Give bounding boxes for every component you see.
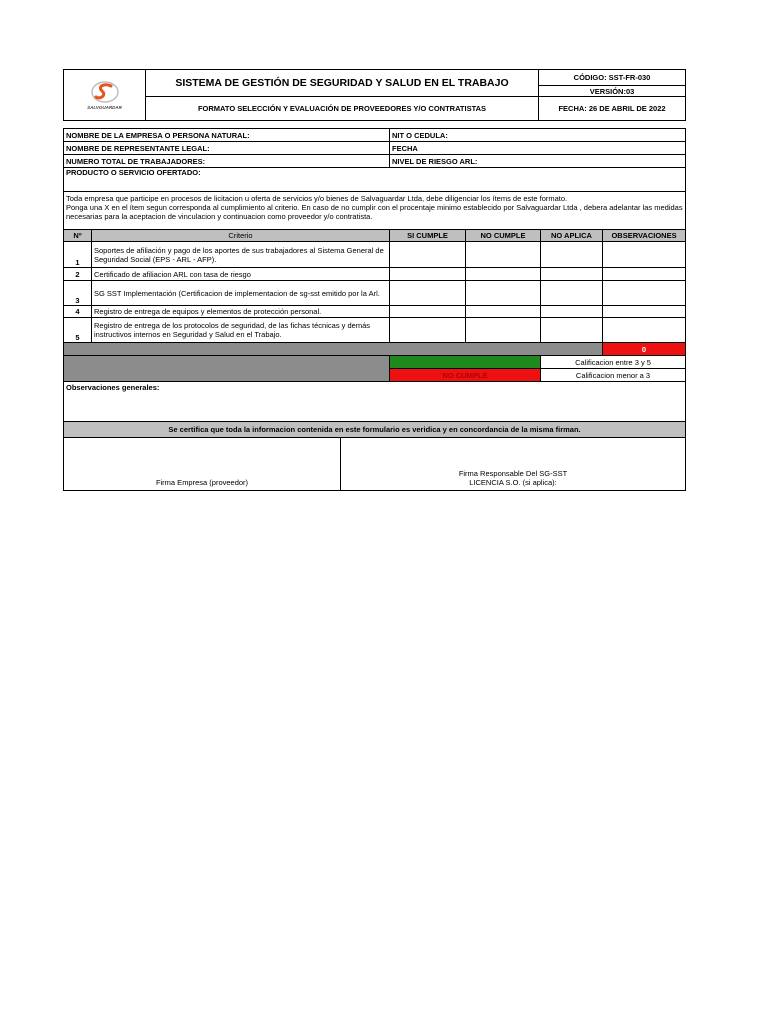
sst-signature-label: Firma Responsable Del SG-SST	[458, 469, 568, 478]
certification-text: Se certifica que toda la informacion contenida en este formulario es veridica y en concordancia de la misma firman.	[64, 422, 686, 438]
observaciones-cell[interactable]	[603, 268, 686, 281]
no-cumple-badge: NO CUMPLE	[390, 369, 541, 382]
company-name-field[interactable]: NOMBRE DE LA EMPRESA O PERSONA NATURAL:	[64, 129, 390, 142]
company-logo	[66, 80, 143, 110]
no-cumple-description: Calificacion menor a 3	[541, 369, 686, 382]
cumple-description: Calificacion entre 3 y 5	[541, 356, 686, 369]
row-num: 1	[64, 242, 92, 268]
col-criterio-header: Criterio	[92, 230, 390, 242]
table-row	[64, 306, 686, 318]
si-cumple-cell[interactable]	[390, 281, 466, 306]
instructions	[64, 192, 686, 230]
no-aplica-cell[interactable]	[541, 281, 603, 306]
no-aplica-cell[interactable]	[541, 306, 603, 318]
sst-signature-box[interactable]	[341, 438, 686, 491]
workers-field[interactable]: NUMERO TOTAL DE TRABAJADORES:	[64, 155, 390, 168]
fecha-field[interactable]: FECHA	[390, 142, 686, 155]
form-version: VERSIÓN:03	[539, 86, 686, 97]
signature-table	[63, 437, 686, 491]
logo-text: SALVGUARDAR	[87, 105, 122, 110]
evaluation-block	[64, 356, 390, 382]
table-row	[64, 268, 686, 281]
observaciones-cell[interactable]	[603, 242, 686, 268]
no-cumple-cell[interactable]	[466, 268, 541, 281]
row-criterio: Soportes de afiliación y pago de los aportes de sus trabajadores al Sistema General de Seguridad Social (EPS - ARL - AFP).	[92, 242, 390, 268]
instructions-line-2: Ponga una X en el ítem segun corresponda al cumplimiento al criterio. En caso de no cumplir con el procentaje minimo establecido por Salvaguardar Ltda , debera adelantar las medidas necesarias para la aceptacion de vinculacion y continuacion como proveedor y/o contratista.	[66, 203, 683, 221]
instructions-line-1: Toda empresa que participe en procesos de licitacion u oferta de servicios y/o bienes de Salvaguardar Ltda, debe diligenciar los ítems de este formato.	[66, 194, 568, 203]
row-criterio: Registro de entrega de los protocolos de seguridad, de las fichas técnicas y demás instructivos internos en Seguridad y Salud en el Trabajo.	[92, 318, 390, 343]
cumple-badge: CUMPLE	[390, 356, 541, 369]
company-signature-label: Firma Empresa (proveedor)	[155, 478, 249, 487]
col-num-header: Nº	[64, 230, 92, 242]
company-signature-box[interactable]	[64, 438, 341, 491]
risk-level-field[interactable]: NIVEL DE RIESGO ARL:	[390, 155, 686, 168]
criteria-header-row	[64, 230, 686, 242]
no-aplica-cell[interactable]	[541, 318, 603, 343]
si-cumple-cell[interactable]	[390, 268, 466, 281]
license-label: LICENCIA S.O. (si aplica):	[469, 478, 557, 487]
form-subtitle: FORMATO SELECCIÓN Y EVALUACIÓN DE PROVEEDORES Y/O CONTRATISTAS	[146, 97, 539, 121]
form-sheet	[63, 69, 685, 491]
header-table	[63, 69, 686, 121]
form-code: CÓDIGO: SST-FR-030	[539, 70, 686, 86]
observaciones-cell[interactable]	[603, 306, 686, 318]
form-date: FECHA: 26 DE ABRIL DE 2022	[539, 97, 686, 121]
form-title: SISTEMA DE GESTIÓN DE SEGURIDAD Y SALUD EN EL TRABAJO	[146, 70, 539, 97]
no-aplica-cell[interactable]	[541, 268, 603, 281]
no-aplica-cell[interactable]	[541, 242, 603, 268]
row-num: 3	[64, 281, 92, 306]
legal-rep-field[interactable]: NOMBRE DE REPRESENTANTE LEGAL:	[64, 142, 390, 155]
logo-icon	[88, 80, 122, 104]
col-si-cumple-header: SI CUMPLE	[390, 230, 466, 242]
si-cumple-cell[interactable]	[390, 318, 466, 343]
product-field[interactable]: PRODUCTO O SERVICIO OFERTADO:	[64, 168, 686, 192]
main-table	[63, 128, 686, 438]
si-cumple-cell[interactable]	[390, 242, 466, 268]
row-num: 5	[64, 318, 92, 343]
no-cumple-cell[interactable]	[466, 318, 541, 343]
no-cumple-cell[interactable]	[466, 281, 541, 306]
observaciones-cell[interactable]	[603, 318, 686, 343]
score-bar	[64, 343, 603, 356]
row-num: 4	[64, 306, 92, 318]
row-num: 2	[64, 268, 92, 281]
row-criterio: Registro de entrega de equipos y elementos de protección personal.	[92, 306, 390, 318]
row-criterio: SG SST Implementación (Certificacion de implementacion de sg-sst emitido por la Arl.	[92, 281, 390, 306]
cumple-row	[64, 356, 686, 369]
si-cumple-cell[interactable]	[390, 306, 466, 318]
no-cumple-cell[interactable]	[466, 306, 541, 318]
observaciones-cell[interactable]	[603, 281, 686, 306]
table-row	[64, 281, 686, 306]
table-row	[64, 318, 686, 343]
nit-field[interactable]: NIT O CEDULA:	[390, 129, 686, 142]
table-row	[64, 242, 686, 268]
col-observaciones-header: OBSERVACIONES	[603, 230, 686, 242]
col-no-cumple-header: NO CUMPLE	[466, 230, 541, 242]
row-criterio: Certificado de afiliacion ARL con tasa de riesgo	[92, 268, 390, 281]
col-no-aplica-header: NO APLICA	[541, 230, 603, 242]
score-value: 0	[603, 343, 686, 356]
no-cumple-cell[interactable]	[466, 242, 541, 268]
observations-field[interactable]: Observaciones generales:	[64, 382, 686, 422]
logo-cell	[64, 70, 146, 121]
score-row	[64, 343, 686, 356]
